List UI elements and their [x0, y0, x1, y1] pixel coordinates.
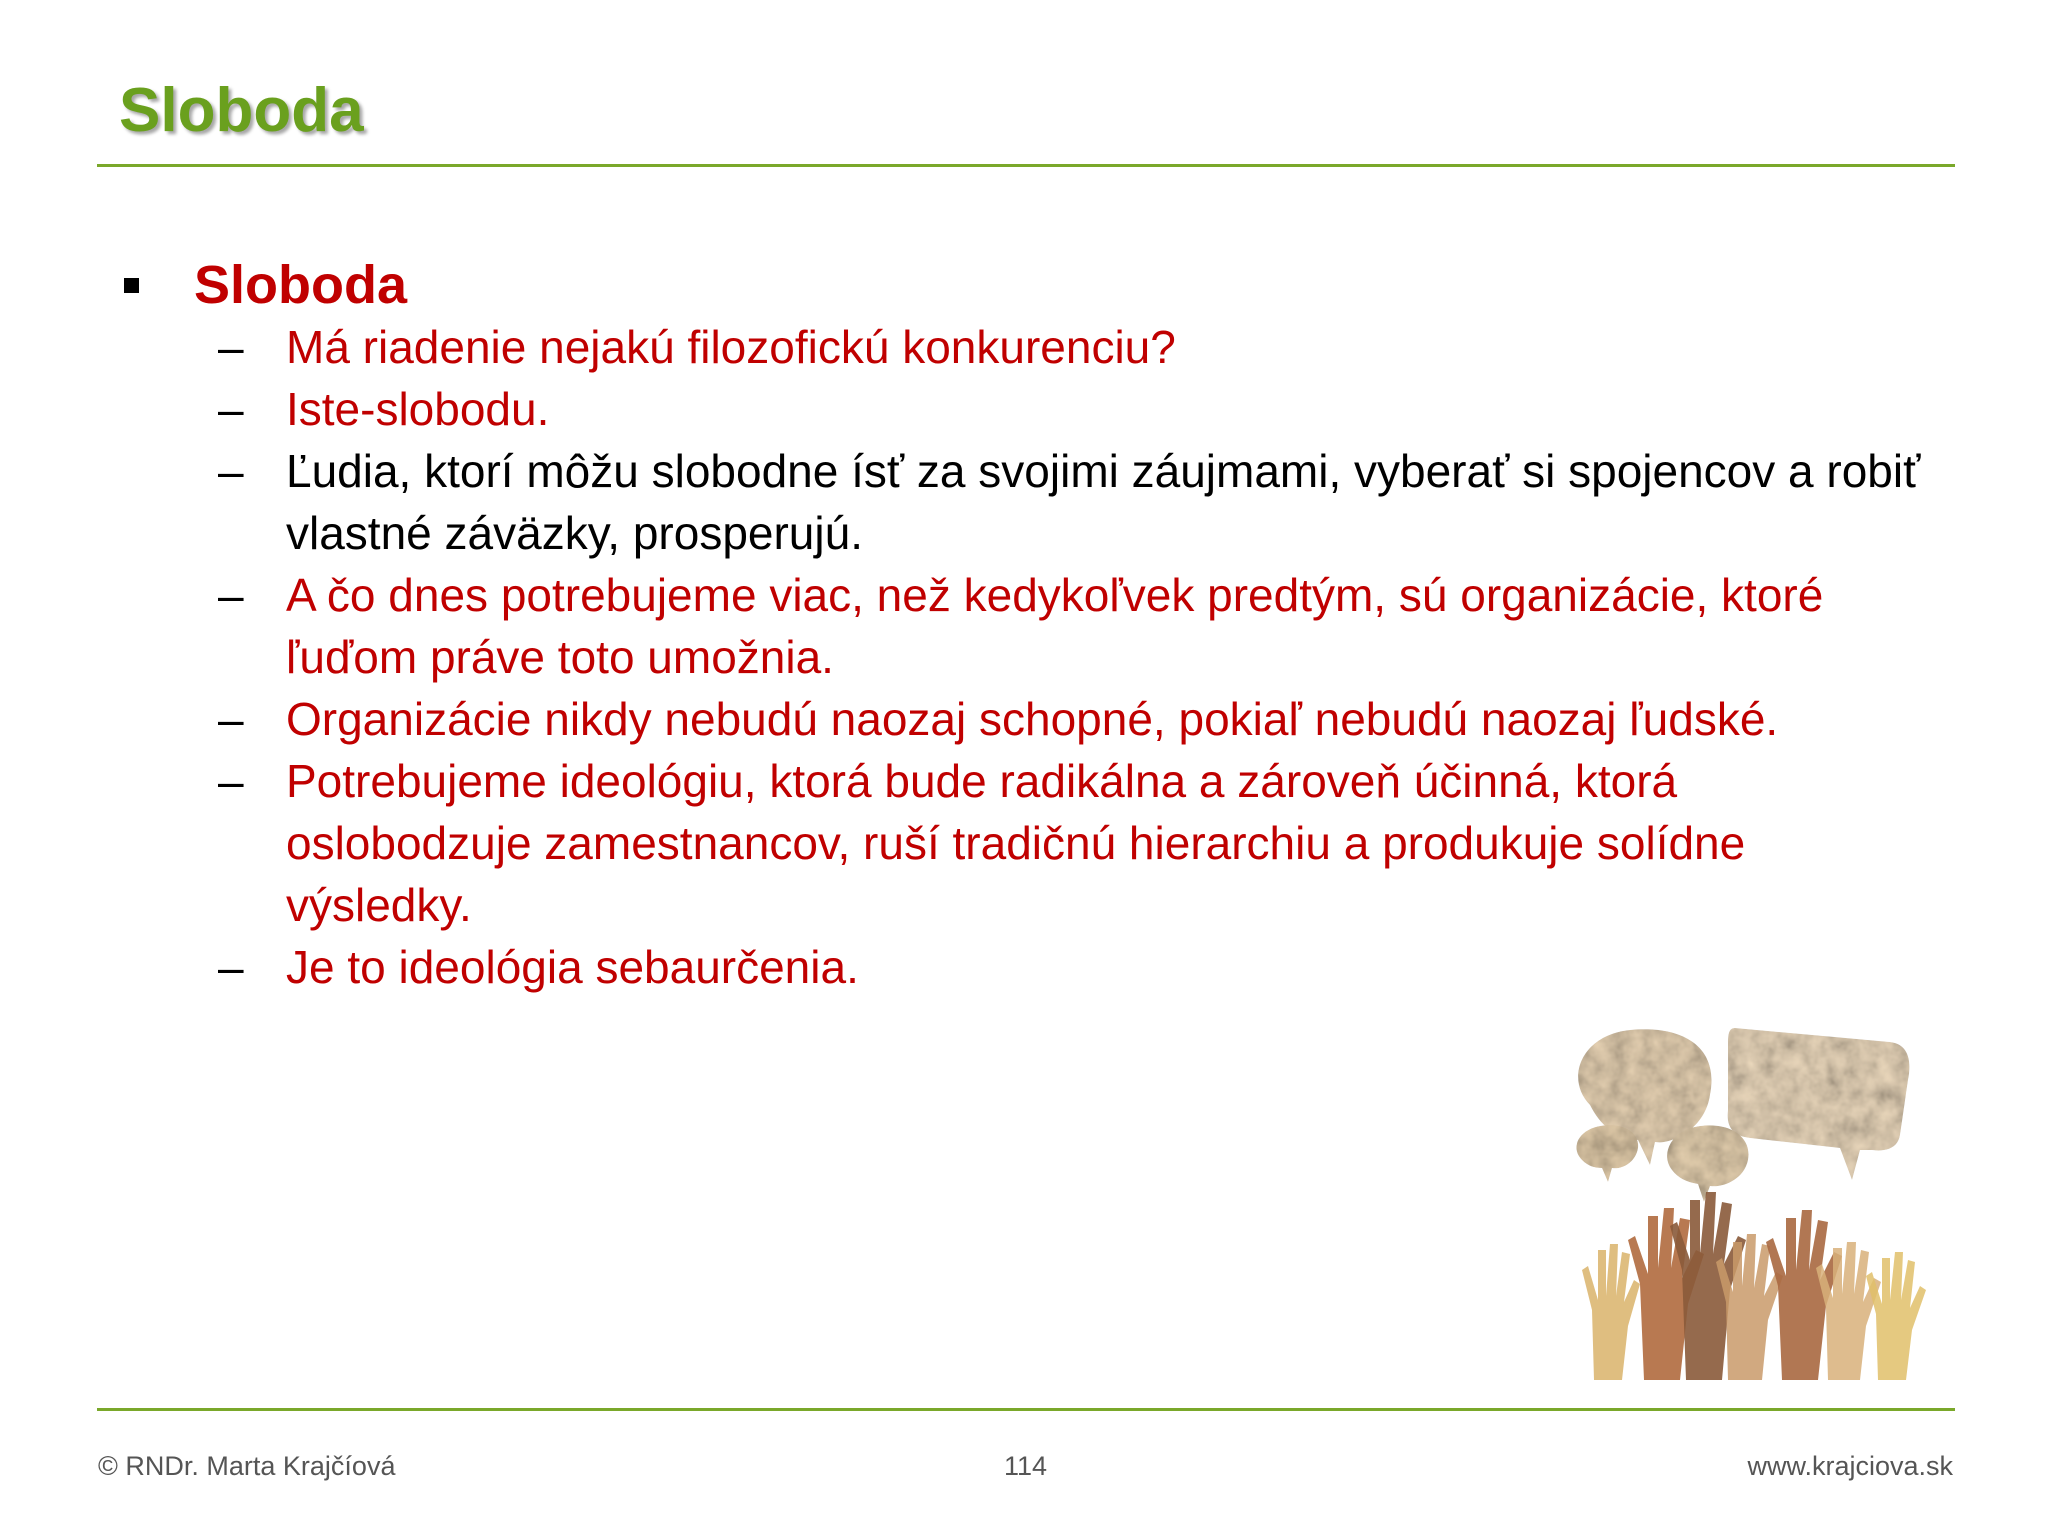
dash-bullet: – — [218, 755, 244, 807]
speech-bubble-small-center — [1667, 1125, 1748, 1202]
footer-author: © RNDr. Marta Krajčíová — [98, 1451, 396, 1481]
list-item — [0, 564, 1926, 688]
list-item-text: Je to ideológia sebaurčenia. — [286, 941, 859, 993]
list-item — [0, 688, 1926, 750]
list-item-text: Potrebujeme ideológiu, ktorá bude radikálna a zároveň účinná, ktorá oslobodzuje zamestnancov, ruší tradičnú hierarchiu a produkuje solídne výsledky. — [286, 755, 1746, 931]
hand-6 — [1816, 1242, 1881, 1380]
speech-bubble-large-right — [1728, 1028, 1910, 1180]
speech-bubbles — [1576, 1028, 1909, 1202]
dash-bullet: – — [218, 383, 244, 435]
dash-bullet: – — [218, 941, 244, 993]
hand-7 — [1866, 1252, 1926, 1380]
bullet-level-1 — [124, 250, 139, 320]
sub-bullet-list — [0, 316, 2048, 998]
hand-1 — [1582, 1244, 1640, 1380]
list-item — [0, 316, 1926, 378]
list-item — [0, 936, 1926, 998]
footer-website: www.krajciova.sk — [1747, 1451, 1953, 1481]
dash-bullet: – — [218, 569, 244, 621]
list-item-text: Má riadenie nejakú filozofickú konkurenciu? — [286, 321, 1176, 373]
bullet-heading: Sloboda — [194, 255, 407, 315]
list-item-text: A čo dnes potrebujeme viac, než kedykoľvek predtým, sú organizácie, ktoré ľuďom práve toto umožnia. — [286, 569, 1824, 683]
list-item — [0, 750, 1926, 936]
list-item-text: Ľudia, ktorí môžu slobodne ísť za svojimi záujmami, vyberať si spojencov a robiť vlastné záväzky, prosperujú. — [286, 445, 1921, 559]
list-item — [0, 440, 1926, 564]
slide-title: Sloboda — [119, 76, 364, 145]
title-divider — [97, 164, 1955, 167]
list-item-text: Iste-slobodu. — [286, 383, 550, 435]
raised-hands — [1582, 1192, 1926, 1380]
speech-bubble-small-left — [1576, 1125, 1638, 1182]
footer-page-number: 114 — [1004, 1451, 1048, 1481]
dash-bullet: – — [218, 693, 244, 745]
dash-bullet: – — [218, 445, 244, 497]
dash-bullet: – — [218, 321, 244, 373]
square-bullet-icon — [124, 278, 139, 293]
list-item-text: Organizácie nikdy nebudú naozaj schopné, pokiaľ nebudú naozaj ľudské. — [286, 693, 1779, 745]
footer-divider — [97, 1408, 1955, 1411]
list-item — [0, 378, 1926, 440]
raised-hands-speech-bubbles-illustration — [1560, 1020, 1940, 1380]
